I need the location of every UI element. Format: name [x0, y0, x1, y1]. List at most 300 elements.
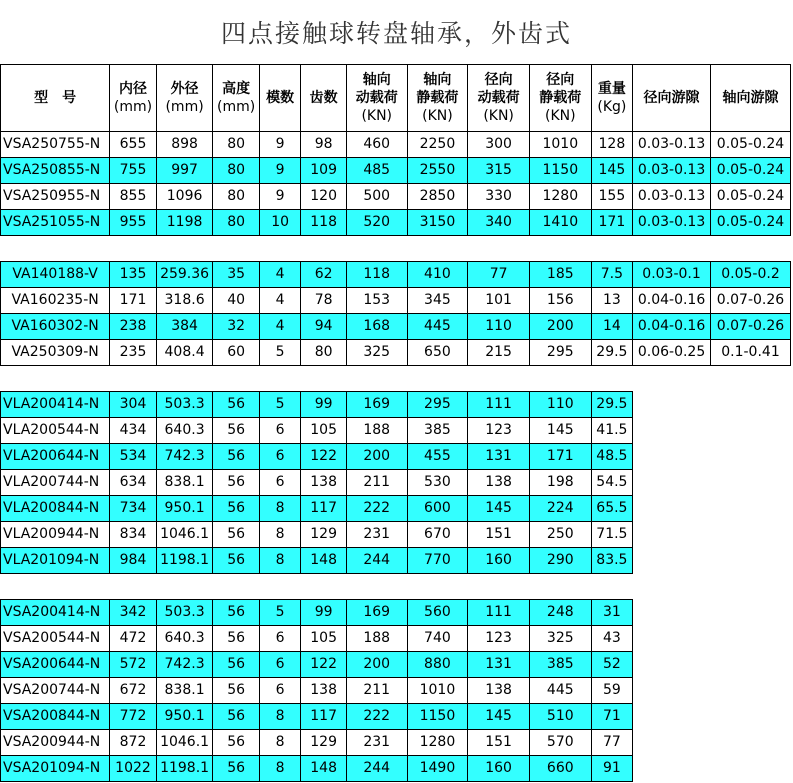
model-cell: VSA200844-N — [1, 704, 110, 730]
value-cell: 570 — [529, 730, 591, 756]
value-cell: 445 — [529, 678, 591, 704]
value-cell: 145 — [468, 704, 530, 730]
value-cell: 56 — [213, 522, 260, 548]
value-cell: 330 — [468, 184, 530, 210]
column-header-line: (mm) — [165, 99, 204, 115]
value-cell: 3150 — [407, 210, 468, 236]
value-cell: 111 — [468, 392, 530, 418]
value-cell: 200 — [346, 444, 407, 470]
column-header-line: 径向游隙 — [643, 90, 700, 106]
value-cell: 950.1 — [156, 704, 213, 730]
value-cell: 169 — [346, 600, 407, 626]
value-cell: 838.1 — [156, 470, 213, 496]
value-cell: 520 — [346, 210, 407, 236]
column-header-line: 齿数 — [309, 90, 338, 106]
value-cell: 32 — [213, 314, 260, 340]
column-header-line: (KN) — [422, 108, 453, 124]
value-cell: 2250 — [407, 132, 468, 158]
value-cell: 0.05-0.24 — [710, 132, 790, 158]
value-cell: 62 — [301, 262, 347, 288]
table-row — [1, 756, 791, 782]
value-cell: 955 — [110, 210, 157, 236]
value-cell: 52 — [591, 652, 632, 678]
value-cell: 1010 — [407, 678, 468, 704]
value-cell: 1096 — [156, 184, 213, 210]
value-cell: 56 — [213, 756, 260, 782]
value-cell: 0.04-0.16 — [633, 288, 711, 314]
value-cell: 1280 — [529, 184, 591, 210]
table-row — [1, 704, 791, 730]
column-header-line: 径向 — [484, 72, 513, 88]
value-cell: 295 — [529, 340, 591, 366]
value-cell: 56 — [213, 704, 260, 730]
value-cell: 56 — [213, 626, 260, 652]
table-row — [1, 314, 791, 340]
value-cell: 0.05-0.24 — [710, 184, 790, 210]
value-cell: 128 — [591, 132, 632, 158]
value-cell: 43 — [591, 626, 632, 652]
value-cell — [710, 496, 790, 522]
value-cell: 290 — [529, 548, 591, 574]
value-cell — [710, 444, 790, 470]
value-cell: 0.05-0.2 — [710, 262, 790, 288]
value-cell: 77 — [591, 730, 632, 756]
value-cell: 997 — [156, 158, 213, 184]
value-cell: 1046.1 — [156, 730, 213, 756]
value-cell — [633, 392, 711, 418]
value-cell — [633, 418, 711, 444]
model-cell: VLA201094-N — [1, 548, 110, 574]
value-cell: 211 — [346, 678, 407, 704]
column-header-line: 外径 — [170, 81, 199, 97]
value-cell: 670 — [407, 522, 468, 548]
value-cell: 600 — [407, 496, 468, 522]
value-cell: 503.3 — [156, 392, 213, 418]
value-cell: 160 — [468, 548, 530, 574]
value-cell: 855 — [110, 184, 157, 210]
value-cell: 8 — [259, 730, 300, 756]
value-cell: 8 — [259, 704, 300, 730]
value-cell: 148 — [301, 756, 347, 782]
value-cell — [710, 730, 790, 756]
model-cell: VSA251055-N — [1, 210, 110, 236]
value-cell — [633, 652, 711, 678]
value-cell: 0.05-0.24 — [710, 158, 790, 184]
value-cell: 48.5 — [591, 444, 632, 470]
value-cell: 0.03-0.13 — [633, 210, 711, 236]
value-cell: 634 — [110, 470, 157, 496]
value-cell: 0.07-0.26 — [710, 314, 790, 340]
value-cell: 1010 — [529, 132, 591, 158]
value-cell: 118 — [301, 210, 347, 236]
value-cell: 460 — [346, 132, 407, 158]
value-cell: 0.1-0.41 — [710, 340, 790, 366]
table-row — [1, 210, 791, 236]
value-cell: 408.4 — [156, 340, 213, 366]
value-cell: 211 — [346, 470, 407, 496]
value-cell: 0.05-0.24 — [710, 210, 790, 236]
table-row — [1, 392, 791, 418]
value-cell — [710, 626, 790, 652]
value-cell: 560 — [407, 600, 468, 626]
value-cell: 148 — [301, 548, 347, 574]
value-cell: 99 — [301, 392, 347, 418]
value-cell: 572 — [110, 652, 157, 678]
value-cell: 742.3 — [156, 652, 213, 678]
value-cell — [633, 600, 711, 626]
column-header — [1, 65, 110, 132]
value-cell: 101 — [468, 288, 530, 314]
value-cell — [633, 496, 711, 522]
model-cell: VLA200414-N — [1, 392, 110, 418]
table-row — [1, 626, 791, 652]
value-cell: 0.06-0.25 — [633, 340, 711, 366]
value-cell: 129 — [301, 730, 347, 756]
value-cell: 500 — [346, 184, 407, 210]
value-cell: 135 — [110, 262, 157, 288]
value-cell: 740 — [407, 626, 468, 652]
value-cell: 160 — [468, 756, 530, 782]
table-header — [1, 65, 791, 132]
value-cell: 80 — [301, 340, 347, 366]
value-cell: 445 — [407, 314, 468, 340]
value-cell: 138 — [468, 470, 530, 496]
value-cell: 770 — [407, 548, 468, 574]
value-cell: 485 — [346, 158, 407, 184]
value-cell: 123 — [468, 626, 530, 652]
value-cell: 117 — [301, 704, 347, 730]
value-cell — [633, 756, 711, 782]
model-cell: VLA200544-N — [1, 418, 110, 444]
value-cell: 2850 — [407, 184, 468, 210]
value-cell: 4 — [259, 314, 300, 340]
value-cell: 898 — [156, 132, 213, 158]
value-cell: 300 — [468, 132, 530, 158]
model-cell: VA160302-N — [1, 314, 110, 340]
value-cell: 56 — [213, 496, 260, 522]
value-cell: 872 — [110, 730, 157, 756]
value-cell — [710, 392, 790, 418]
value-cell: 155 — [591, 184, 632, 210]
value-cell: 29.5 — [591, 392, 632, 418]
table-row — [1, 470, 791, 496]
value-cell: 122 — [301, 444, 347, 470]
value-cell: 655 — [110, 132, 157, 158]
value-cell: 185 — [529, 262, 591, 288]
value-cell: 984 — [110, 548, 157, 574]
value-cell: 56 — [213, 392, 260, 418]
value-cell: 14 — [591, 314, 632, 340]
value-cell: 56 — [213, 444, 260, 470]
value-cell: 151 — [468, 730, 530, 756]
model-cell: VLA200744-N — [1, 470, 110, 496]
column-header-line: 静载荷 — [416, 90, 459, 106]
value-cell: 56 — [213, 652, 260, 678]
table-row — [1, 444, 791, 470]
column-header — [591, 65, 632, 132]
model-cell: VA250309-N — [1, 340, 110, 366]
column-header-line: (mm) — [113, 99, 153, 115]
value-cell: 13 — [591, 288, 632, 314]
value-cell: 534 — [110, 444, 157, 470]
value-cell: 156 — [529, 288, 591, 314]
value-cell: 56 — [213, 470, 260, 496]
model-cell: VLA200644-N — [1, 444, 110, 470]
column-header — [407, 65, 468, 132]
value-cell: 105 — [301, 626, 347, 652]
column-header-line: 动载荷 — [477, 90, 520, 106]
value-cell: 83.5 — [591, 548, 632, 574]
value-cell: 2550 — [407, 158, 468, 184]
value-cell: 640.3 — [156, 626, 213, 652]
value-cell: 168 — [346, 314, 407, 340]
value-cell: 385 — [407, 418, 468, 444]
table-row — [1, 262, 791, 288]
value-cell: 6 — [259, 626, 300, 652]
value-cell: 650 — [407, 340, 468, 366]
value-cell: 153 — [346, 288, 407, 314]
value-cell: 56 — [213, 600, 260, 626]
value-cell: 91 — [591, 756, 632, 782]
value-cell: 56 — [213, 678, 260, 704]
value-cell: 640.3 — [156, 418, 213, 444]
value-cell: 1150 — [529, 158, 591, 184]
value-cell: 315 — [468, 158, 530, 184]
value-cell: 5 — [259, 600, 300, 626]
value-cell: 56 — [213, 418, 260, 444]
value-cell: 342 — [110, 600, 157, 626]
value-cell — [710, 548, 790, 574]
column-header-line: 模数 — [266, 90, 295, 106]
value-cell: 5 — [259, 340, 300, 366]
model-cell: VSA250755-N — [1, 132, 110, 158]
value-cell: 129 — [301, 522, 347, 548]
value-cell — [710, 678, 790, 704]
value-cell: 188 — [346, 626, 407, 652]
value-cell: 65.5 — [591, 496, 632, 522]
value-cell: 231 — [346, 730, 407, 756]
value-cell: 6 — [259, 470, 300, 496]
value-cell: 1046.1 — [156, 522, 213, 548]
value-cell: 99 — [301, 600, 347, 626]
value-cell: 105 — [301, 418, 347, 444]
table-row — [1, 522, 791, 548]
value-cell: 4 — [259, 262, 300, 288]
value-cell: 80 — [213, 158, 260, 184]
column-header-line: (KN) — [361, 108, 393, 124]
model-cell: VSA200944-N — [1, 730, 110, 756]
value-cell — [633, 704, 711, 730]
value-cell: 145 — [529, 418, 591, 444]
value-cell — [633, 522, 711, 548]
value-cell: 94 — [301, 314, 347, 340]
value-cell: 5 — [259, 392, 300, 418]
value-cell: 131 — [468, 652, 530, 678]
value-cell: 472 — [110, 626, 157, 652]
value-cell: 123 — [468, 418, 530, 444]
value-cell: 231 — [346, 522, 407, 548]
value-cell: 31 — [591, 600, 632, 626]
value-cell: 80 — [213, 184, 260, 210]
value-cell: 0.04-0.16 — [633, 314, 711, 340]
column-header — [110, 65, 157, 132]
value-cell: 325 — [529, 626, 591, 652]
value-cell — [633, 444, 711, 470]
value-cell: 1280 — [407, 730, 468, 756]
value-cell: 9 — [259, 132, 300, 158]
column-header-line: 轴向游隙 — [722, 90, 779, 106]
value-cell: 734 — [110, 496, 157, 522]
value-cell: 248 — [529, 600, 591, 626]
column-header-line: (mm) — [217, 99, 256, 115]
table-row — [1, 652, 791, 678]
value-cell: 834 — [110, 522, 157, 548]
value-cell: 145 — [468, 496, 530, 522]
column-header-line: 型 号 — [34, 90, 77, 106]
value-cell: 0.03-0.1 — [633, 262, 711, 288]
column-header-line: 静载荷 — [539, 90, 582, 106]
table-row — [1, 730, 791, 756]
value-cell: 410 — [407, 262, 468, 288]
value-cell: 672 — [110, 678, 157, 704]
value-cell: 78 — [301, 288, 347, 314]
value-cell: 200 — [529, 314, 591, 340]
value-cell: 1490 — [407, 756, 468, 782]
value-cell: 171 — [110, 288, 157, 314]
value-cell: 215 — [468, 340, 530, 366]
value-cell: 98 — [301, 132, 347, 158]
table-row — [1, 418, 791, 444]
model-cell: VLA200844-N — [1, 496, 110, 522]
value-cell: 110 — [468, 314, 530, 340]
value-cell: 8 — [259, 522, 300, 548]
value-cell: 77 — [468, 262, 530, 288]
model-cell: VA140188-V — [1, 262, 110, 288]
value-cell — [633, 730, 711, 756]
value-cell: 222 — [346, 496, 407, 522]
page-title: 四点接触球转盘轴承，外齿式 — [220, 19, 572, 48]
value-cell — [710, 600, 790, 626]
value-cell: 660 — [529, 756, 591, 782]
value-cell: 169 — [346, 392, 407, 418]
value-cell: 772 — [110, 704, 157, 730]
column-header — [529, 65, 591, 132]
value-cell — [710, 652, 790, 678]
value-cell: 503.3 — [156, 600, 213, 626]
value-cell — [633, 626, 711, 652]
value-cell — [710, 470, 790, 496]
value-cell — [710, 704, 790, 730]
value-cell: 222 — [346, 704, 407, 730]
model-cell: VSA250855-N — [1, 158, 110, 184]
value-cell: 198 — [529, 470, 591, 496]
value-cell: 80 — [213, 132, 260, 158]
value-cell: 4 — [259, 288, 300, 314]
column-header — [156, 65, 213, 132]
table-row — [1, 600, 791, 626]
value-cell: 145 — [591, 158, 632, 184]
column-header-line: 动载荷 — [355, 90, 398, 106]
value-cell: 117 — [301, 496, 347, 522]
value-cell: 1410 — [529, 210, 591, 236]
value-cell: 235 — [110, 340, 157, 366]
value-cell: 10 — [259, 210, 300, 236]
value-cell: 138 — [301, 470, 347, 496]
column-header-line: (KN) — [483, 108, 514, 124]
value-cell: 340 — [468, 210, 530, 236]
model-cell: VSA200644-N — [1, 652, 110, 678]
value-cell: 1150 — [407, 704, 468, 730]
value-cell: 259.36 — [156, 262, 213, 288]
value-cell: 950.1 — [156, 496, 213, 522]
value-cell: 71 — [591, 704, 632, 730]
value-cell — [710, 522, 790, 548]
value-cell: 880 — [407, 652, 468, 678]
value-cell — [633, 548, 711, 574]
spacer-row — [1, 574, 791, 600]
model-cell: VSA201094-N — [1, 756, 110, 782]
value-cell: 0.03-0.13 — [633, 158, 711, 184]
column-header — [301, 65, 347, 132]
value-cell: 9 — [259, 184, 300, 210]
column-header-line: 内径 — [118, 81, 147, 97]
column-header — [633, 65, 711, 132]
value-cell: 120 — [301, 184, 347, 210]
table-row — [1, 678, 791, 704]
value-cell: 434 — [110, 418, 157, 444]
column-header — [710, 65, 790, 132]
value-cell: 60 — [213, 340, 260, 366]
column-header — [468, 65, 530, 132]
value-cell: 455 — [407, 444, 468, 470]
value-cell: 0.03-0.13 — [633, 184, 711, 210]
value-cell: 742.3 — [156, 444, 213, 470]
value-cell: 111 — [468, 600, 530, 626]
model-cell: VSA200414-N — [1, 600, 110, 626]
value-cell: 6 — [259, 652, 300, 678]
column-header-line: 高度 — [222, 81, 251, 97]
value-cell: 138 — [301, 678, 347, 704]
value-cell: 151 — [468, 522, 530, 548]
value-cell: 171 — [529, 444, 591, 470]
value-cell: 200 — [346, 652, 407, 678]
value-cell: 6 — [259, 444, 300, 470]
column-header — [213, 65, 260, 132]
table-row — [1, 340, 791, 366]
value-cell: 238 — [110, 314, 157, 340]
value-cell: 56 — [213, 730, 260, 756]
value-cell — [633, 678, 711, 704]
value-cell: 1198.1 — [156, 756, 213, 782]
value-cell — [710, 756, 790, 782]
table-row — [1, 132, 791, 158]
value-cell: 6 — [259, 678, 300, 704]
column-header-line: (KN) — [545, 108, 576, 124]
column-header-line: 轴向 — [423, 72, 452, 88]
value-cell: 35 — [213, 262, 260, 288]
column-header — [259, 65, 300, 132]
value-cell — [633, 470, 711, 496]
value-cell: 7.5 — [591, 262, 632, 288]
value-cell: 530 — [407, 470, 468, 496]
model-cell: VSA200744-N — [1, 678, 110, 704]
column-header-line: 轴向 — [362, 72, 391, 88]
value-cell: 345 — [407, 288, 468, 314]
value-cell: 6 — [259, 418, 300, 444]
value-cell: 54.5 — [591, 470, 632, 496]
value-cell: 384 — [156, 314, 213, 340]
table-row — [1, 158, 791, 184]
